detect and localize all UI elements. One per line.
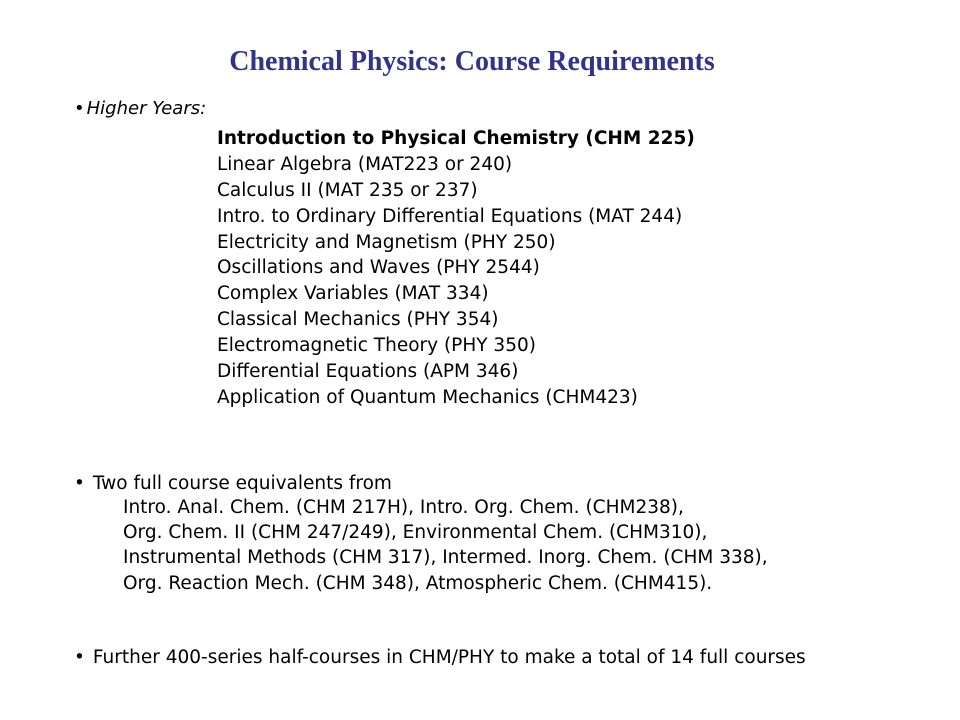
course-item: Intro. to Ordinary Differential Equations (MAT 244) <box>217 205 683 227</box>
course-item: Calculus II (MAT 235 or 237) <box>217 179 478 201</box>
course-item: Complex Variables (MAT 334) <box>217 283 489 305</box>
slide-title: Chemical Physics: Course Requirements <box>229 46 715 77</box>
higher-years-heading <box>74 96 206 121</box>
higher-years-label: Higher Years: <box>86 98 207 119</box>
course-item: Electricity and Magnetism (PHY 250) <box>217 231 556 253</box>
bullet-icon: • <box>74 98 85 119</box>
equivalents-line: Intro. Anal. Chem. (CHM 217H), Intro. Org. Chem. (CHM238), <box>123 497 684 518</box>
bullet-icon: • <box>74 473 85 494</box>
course-item: Classical Mechanics (PHY 354) <box>217 309 499 331</box>
course-item: Electromagnetic Theory (PHY 350) <box>217 335 536 357</box>
course-item: Differential Equations (APM 346) <box>217 361 519 383</box>
bullet-icon: • <box>74 647 85 668</box>
further-requirement <box>74 645 934 671</box>
equivalents-line: Org. Reaction Mech. (CHM 348), Atmospheric Chem. (CHM415). <box>123 572 713 594</box>
higher-years-course-list <box>217 126 695 411</box>
course-item: Application of Quantum Mechanics (CHM423) <box>217 386 638 408</box>
course-item: Introduction to Physical Chemistry (CHM 225) <box>217 128 695 149</box>
course-item: Oscillations and Waves (PHY 2544) <box>217 257 540 279</box>
further-text: Further 400-series half-courses in CHM/PHY to make a total of 14 full courses <box>92 647 806 668</box>
equivalents-list <box>123 495 768 596</box>
equivalents-line: Instrumental Methods (CHM 317), Intermed. Inorg. Chem. (CHM 338), <box>123 547 768 569</box>
course-item: Linear Algebra (MAT223 or 240) <box>217 153 513 175</box>
two-full-label: Two full course equivalents from <box>92 473 392 494</box>
two-full-heading <box>74 471 392 496</box>
equivalents-line: Org. Chem. II (CHM 247/249), Environmental Chem. (CHM310), <box>123 522 708 544</box>
